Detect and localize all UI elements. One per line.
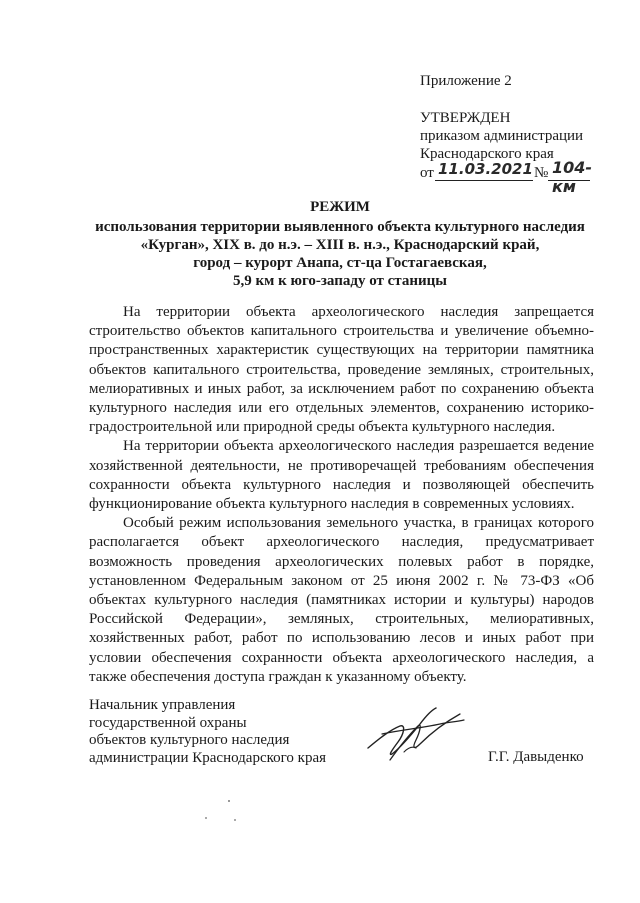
order-line-1: приказом администрации [420,128,584,144]
body-paragraph-3: Особый режим использования земельного участка, в границах которого располагается объект археологического наследия, предусматривает возможность проведения археологических полевых работ в порядке, установленном Федеральным законом от 25 июня 2002 г. № 73-ФЗ «Об объектах культурного наследия (памятниках истории и культуры) народов Российской Федерации», земляных, строительных, мелиоративных, хозяйственных работ, работ по использованию лесов и иных работ при условии обеспечения сохранности объекта археологического наследия, а также обеспечения доступа граждан к указанному объекту. [89,515,594,685]
signatory-line-3: объектов культурного наследия [89,732,290,748]
number-prefix: № [534,165,549,181]
scan-speck [228,800,230,802]
scan-speck [234,819,236,821]
title-line-2: использования территории выявленного объекта культурного наследия [95,219,585,235]
date-underline [435,180,533,181]
body-paragraph-1: На территории объекта археологического наследия запрещается строительство объектов капитального строительства и увеличение объемно-пространственных характеристик существующих на территории памятника объектов капитального строительства, проведение земляных, строительных, мелиоративных и иных работ, за исключением работ по сохранению объекта культурного наследия или его отдельных элементов, сохранению историко-градостроительной или природной среды объекта культурного наследия. [89,304,594,436]
handwritten-date: 11.03.2021 [438,160,533,178]
signatory-line-2: государственной охраны [89,714,247,731]
title-line-1: РЕЖИМ [310,199,370,215]
signatory-line-1: Начальник управления [89,697,236,713]
title-line-3: «Курган», XIX в. до н.э. – XIII в. н.э., Краснодарский край, [140,237,540,253]
order-date-line [420,158,593,196]
order-line-2: Краснодарского края [420,146,554,162]
body-paragraph-2: На территории объекта археологического наследия разрешается ведение хозяйственной деятельности, не противоречащей требованиям обеспечения сохранности объекта культурного наследия и позволяющей обеспечить функционирование объекта культурного наследия в современных условиях. [89,438,594,513]
approved-label: УТВЕРЖДЕН [420,110,511,126]
handwritten-signature [360,700,470,770]
title-line-5: 5,9 км к юго-западу от станицы [233,273,447,289]
signatory-line-4: администрации Краснодарского края [89,749,327,766]
document-title [60,198,620,290]
title-line-4: город – курорт Анапа, ст-ца Гостагаевская, [193,255,487,271]
scan-speck [205,817,207,819]
signatory-title [89,697,326,767]
handwritten-number: 104-км [552,158,593,196]
document-body [89,303,594,687]
date-prefix: от [420,165,434,181]
appendix-label: Приложение 2 [420,73,512,89]
signatory-name: Г.Г. Давыденко [488,749,584,765]
